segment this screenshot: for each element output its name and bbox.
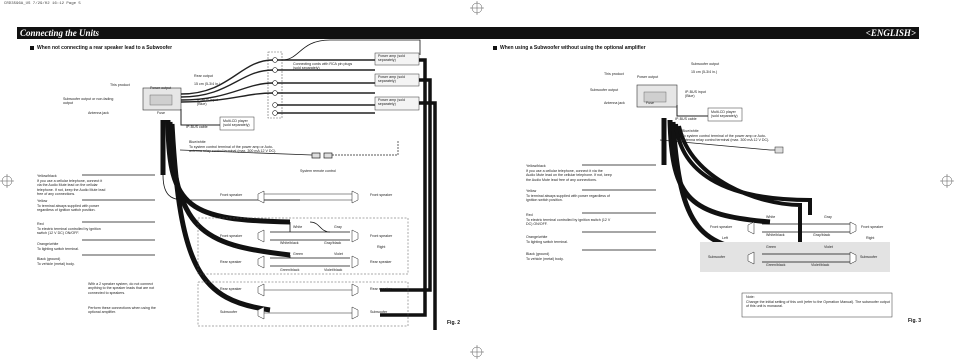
right-yellow-black: Yellow/black bbox=[526, 164, 546, 168]
left-ipbus-cable: IP-BUS cable bbox=[186, 125, 208, 129]
bullet-square-icon bbox=[493, 46, 497, 50]
left-violet-black: Violet/black bbox=[324, 268, 343, 272]
left-system-remote-plug bbox=[312, 153, 332, 158]
left-rear-speaker-l: Rear speaker bbox=[220, 260, 242, 264]
left-left-label: Left bbox=[234, 245, 240, 249]
right-left-label: Left bbox=[722, 236, 728, 240]
left-two-speaker-note: With a 2 speaker system, do not connect anything to the speaker leads that are not connected to speakers. bbox=[88, 282, 155, 295]
bullet-square-icon bbox=[30, 46, 34, 50]
left-yellow-black-desc: If you use a cellular telephone, connect it via the Audio Mute lead on the cellular telephone. If not, keep the Audio Mute lead free of any connections. bbox=[37, 179, 106, 197]
left-subwoofer-output: Subwoofer output or non-fading output bbox=[63, 97, 114, 106]
right-power-output: Power output bbox=[637, 75, 659, 79]
left-orange-white: Orange/white bbox=[37, 242, 59, 246]
right-front-speaker-l: Front speaker bbox=[710, 225, 733, 229]
print-header: CRD3596A_US 7/29/02 16:12 Page 5 bbox=[4, 2, 81, 6]
left-power-amp-1: Power amp (sold separately) bbox=[378, 54, 405, 63]
left-rca-cords-label: Connecting cords with RCA pin plugs (sold separately) bbox=[293, 62, 353, 71]
right-subwoofer-r: Subwoofer bbox=[860, 255, 878, 259]
right-note-text: Change the initial setting of this unit (refer to the Operation Manual). The subwoofer output of this unit is monaural. bbox=[746, 300, 890, 309]
right-black: Black (ground) bbox=[526, 252, 550, 256]
left-multi-cd: Multi-CD player (sold separately) bbox=[223, 119, 250, 128]
left-rear-speaker-r2: Rear speaker bbox=[370, 287, 392, 291]
left-ipbus-input: IP-BUS input (Blue) bbox=[197, 98, 218, 107]
right-red-desc: To electric terminal controlled by ignition switch (12 V DC) ON/OFF. bbox=[526, 218, 611, 227]
right-yellow: Yellow bbox=[526, 189, 537, 193]
left-system-remote: System remote control bbox=[300, 169, 336, 173]
right-subwoofer-l: Subwoofer bbox=[708, 255, 726, 259]
right-gray: Gray bbox=[824, 215, 832, 219]
right-white: White bbox=[766, 215, 776, 219]
left-green-black: Green/black bbox=[280, 268, 300, 272]
right-head-unit bbox=[637, 85, 677, 107]
left-subheading: When not connecting a rear speaker lead to a Subwoofer bbox=[30, 45, 172, 51]
right-subheading: When using a Subwoofer without using the optional amplifier bbox=[493, 45, 646, 51]
left-rear-output: Rear output bbox=[194, 74, 213, 78]
left-blue-white-desc: To system control terminal of the power amp or Auto-antenna relay control terminal (max. 300 mA 12 V DC). bbox=[189, 145, 277, 154]
right-multi-cd: Multi-CD player (sold separately) bbox=[711, 110, 738, 119]
right-yellow-black-desc: If you use a cellular telephone, connect it via the Audio Mute lead on the cellular telephone. If not, keep the Audio Mute lead free of any connections. bbox=[526, 169, 612, 182]
right-blue-white-desc: To system control terminal of the power amp or Auto-antenna relay control terminal (max. 300 mA 12 V DC). bbox=[682, 134, 770, 143]
section-title: Connecting the Units bbox=[20, 28, 100, 38]
left-blue-white: Blue/white bbox=[189, 140, 206, 144]
right-yellow-desc: To terminal always supplied with power regardless of ignition switch position. bbox=[526, 194, 610, 203]
left-subwoofer: Subwoofer bbox=[220, 310, 238, 314]
right-green: Green bbox=[766, 245, 776, 249]
left-violet: Violet bbox=[334, 252, 343, 256]
right-this-product: This product bbox=[604, 72, 624, 76]
left-optional-note: Perform these connections when using the optional amplifier. bbox=[88, 306, 156, 315]
left-rear-speaker-r: Rear speaker bbox=[370, 260, 392, 264]
left-red: Red bbox=[37, 222, 44, 226]
left-front-speaker-r: Front speaker bbox=[370, 193, 393, 197]
right-blue-white: Blue/white bbox=[682, 129, 699, 133]
left-power-amp-3: Power amp (sold separately) bbox=[378, 98, 405, 107]
left-right-label: Right bbox=[377, 245, 386, 249]
left-head-unit bbox=[143, 88, 181, 110]
left-power-output: Power output bbox=[150, 86, 172, 90]
left-this-product: This product bbox=[110, 83, 130, 87]
right-orange-white-desc: To lighting switch terminal. bbox=[526, 240, 568, 244]
left-gray-black: Gray/black bbox=[324, 241, 342, 245]
right-violet-black: Violet/black bbox=[811, 263, 830, 267]
right-white-black: White/black bbox=[766, 233, 785, 237]
left-white: White bbox=[293, 225, 303, 229]
left-subwoofer-r: Subwoofer bbox=[370, 310, 388, 314]
left-gray: Gray bbox=[334, 225, 342, 229]
right-ipbus-input: IP-BUS input (Blue) bbox=[685, 90, 706, 99]
left-antenna-jack: Antenna jack bbox=[88, 111, 109, 115]
right-front-speaker-r: Front speaker bbox=[861, 225, 884, 229]
right-length: 15 cm (5-3/4 in.) bbox=[691, 70, 718, 74]
left-white-black: White/black bbox=[280, 241, 299, 245]
right-antenna-jack: Antenna jack bbox=[604, 101, 625, 105]
right-black-desc: To vehicle (metal) body. bbox=[526, 257, 564, 261]
left-black: Black (ground) bbox=[37, 257, 61, 261]
right-green-black: Green/black bbox=[766, 263, 786, 267]
left-fuse: Fuse bbox=[157, 111, 165, 115]
left-rear-speaker-l2: Rear speaker bbox=[220, 287, 242, 291]
right-subwoofer-output: Subwoofer output bbox=[590, 88, 619, 92]
right-note-title: Note: bbox=[746, 295, 755, 299]
left-green: Green bbox=[293, 252, 303, 256]
left-front-speaker-r2: Front speaker bbox=[370, 234, 393, 238]
left-yellow: Yellow bbox=[37, 199, 48, 203]
left-ipbus-cable bbox=[181, 109, 220, 125]
right-fig-label: Fig. 3 bbox=[908, 318, 922, 324]
right-subwoofer-output-top: Subwoofer output bbox=[691, 62, 720, 66]
language-label: <ENGLISH> bbox=[865, 28, 916, 38]
right-violet: Violet bbox=[824, 245, 833, 249]
right-ipbus-cable: IP-BUS cable bbox=[675, 117, 697, 121]
left-power-amp-2: Power amp (sold separately) bbox=[378, 75, 405, 84]
left-orange-white-desc: To lighting switch terminal. bbox=[37, 247, 79, 251]
left-length: 15 cm (5-3/4 in.) bbox=[194, 82, 221, 86]
left-fig-label: Fig. 2 bbox=[447, 320, 461, 326]
right-right-label: Right bbox=[866, 236, 875, 240]
right-fuse: Fuse bbox=[646, 101, 654, 105]
left-red-desc: To electric terminal controlled by ignition switch (12 V DC) ON/OFF. bbox=[37, 227, 101, 236]
right-orange-white: Orange/white bbox=[526, 235, 548, 239]
left-rca-connectors bbox=[268, 52, 282, 118]
left-front-speaker-l2: Front speaker bbox=[220, 234, 243, 238]
left-front-speaker-l: Front speaker bbox=[220, 193, 243, 197]
right-red: Red bbox=[526, 213, 533, 217]
left-yellow-desc: To terminal always supplied with power regardless of ignition switch position. bbox=[37, 204, 100, 213]
right-gray-black: Gray/black bbox=[813, 233, 831, 237]
left-yellow-black: Yellow/black bbox=[37, 174, 57, 178]
left-black-desc: To vehicle (metal) body. bbox=[37, 262, 75, 266]
